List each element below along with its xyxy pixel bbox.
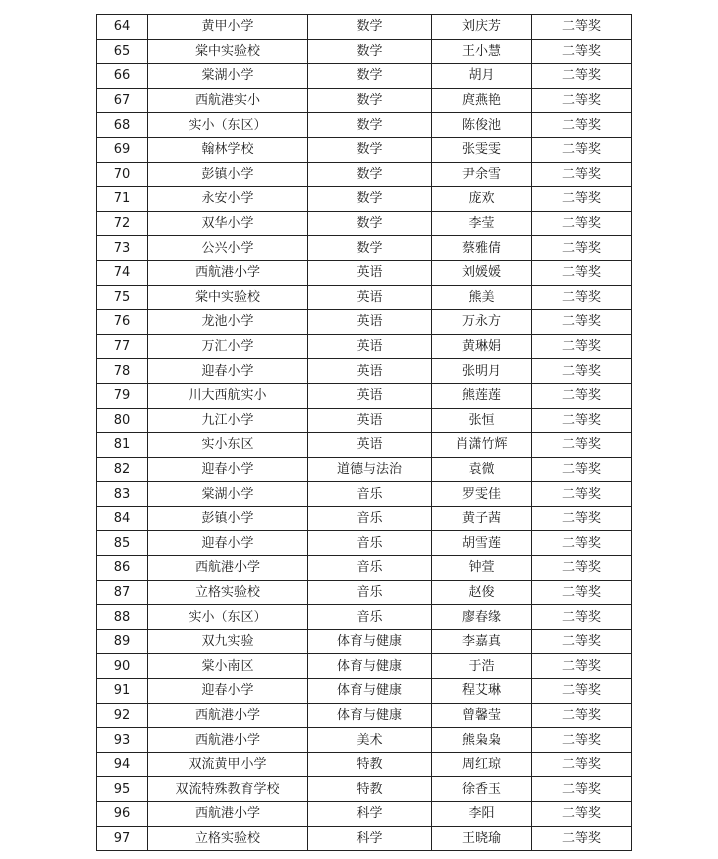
award-level-cell: 二等奖 [532, 137, 632, 162]
teacher-name-cell: 张雯雯 [432, 137, 532, 162]
school-name-cell: 迎春小学 [148, 359, 308, 384]
subject-cell: 音乐 [308, 531, 432, 556]
subject-cell: 特教 [308, 752, 432, 777]
table-row [97, 211, 632, 236]
award-level-cell: 二等奖 [532, 777, 632, 802]
school-name-cell: 双流特殊教育学校 [148, 777, 308, 802]
table-row [97, 506, 632, 531]
teacher-name-cell: 尹余雪 [432, 162, 532, 187]
subject-cell: 数学 [308, 162, 432, 187]
subject-cell: 美术 [308, 728, 432, 753]
school-name-cell: 西航港小学 [148, 802, 308, 827]
teacher-name-cell: 李莹 [432, 211, 532, 236]
award-level-cell: 二等奖 [532, 457, 632, 482]
school-name-cell: 实小（东区） [148, 113, 308, 138]
teacher-name-cell: 李阳 [432, 802, 532, 827]
teacher-name-cell: 袁微 [432, 457, 532, 482]
teacher-name-cell: 罗雯佳 [432, 482, 532, 507]
teacher-name-cell: 刘庆芳 [432, 15, 532, 40]
row-number-cell: 84 [97, 506, 148, 531]
subject-cell: 数学 [308, 187, 432, 212]
teacher-name-cell: 王小慧 [432, 39, 532, 64]
award-level-cell: 二等奖 [532, 334, 632, 359]
table-row [97, 15, 632, 40]
row-number-cell: 64 [97, 15, 148, 40]
award-level-cell: 二等奖 [532, 802, 632, 827]
school-name-cell: 棠中实验校 [148, 285, 308, 310]
award-level-cell: 二等奖 [532, 383, 632, 408]
teacher-name-cell: 胡雪莲 [432, 531, 532, 556]
award-level-cell: 二等奖 [532, 88, 632, 113]
school-name-cell: 西航港小学 [148, 703, 308, 728]
school-name-cell: 彭镇小学 [148, 506, 308, 531]
school-name-cell: 实小（东区） [148, 605, 308, 630]
row-number-cell: 80 [97, 408, 148, 433]
row-number-cell: 90 [97, 654, 148, 679]
row-number-cell: 91 [97, 679, 148, 704]
teacher-name-cell: 黄子茜 [432, 506, 532, 531]
award-level-cell: 二等奖 [532, 679, 632, 704]
teacher-name-cell: 钟萱 [432, 556, 532, 581]
table-row [97, 703, 632, 728]
school-name-cell: 翰林学校 [148, 137, 308, 162]
subject-cell: 音乐 [308, 556, 432, 581]
school-name-cell: 双华小学 [148, 211, 308, 236]
table-row [97, 260, 632, 285]
school-name-cell: 棠小南区 [148, 654, 308, 679]
school-name-cell: 立格实验校 [148, 580, 308, 605]
subject-cell: 英语 [308, 408, 432, 433]
subject-cell: 英语 [308, 334, 432, 359]
table-row [97, 556, 632, 581]
table-row [97, 334, 632, 359]
award-level-cell: 二等奖 [532, 728, 632, 753]
teacher-name-cell: 胡月 [432, 64, 532, 89]
table-row [97, 285, 632, 310]
table-row [97, 482, 632, 507]
row-number-cell: 79 [97, 383, 148, 408]
school-name-cell: 棠中实验校 [148, 39, 308, 64]
school-name-cell: 迎春小学 [148, 531, 308, 556]
teacher-name-cell: 张明月 [432, 359, 532, 384]
award-level-cell: 二等奖 [532, 826, 632, 851]
row-number-cell: 78 [97, 359, 148, 384]
school-name-cell: 西航港实小 [148, 88, 308, 113]
awards-table [96, 14, 632, 851]
award-level-cell: 二等奖 [532, 433, 632, 458]
school-name-cell: 棠湖小学 [148, 482, 308, 507]
teacher-name-cell: 蔡雅倩 [432, 236, 532, 261]
school-name-cell: 川大西航实小 [148, 383, 308, 408]
subject-cell: 英语 [308, 359, 432, 384]
row-number-cell: 94 [97, 752, 148, 777]
subject-cell: 英语 [308, 383, 432, 408]
award-level-cell: 二等奖 [532, 359, 632, 384]
row-number-cell: 71 [97, 187, 148, 212]
subject-cell: 特教 [308, 777, 432, 802]
row-number-cell: 96 [97, 802, 148, 827]
table-row [97, 580, 632, 605]
teacher-name-cell: 熊枭枭 [432, 728, 532, 753]
row-number-cell: 69 [97, 137, 148, 162]
teacher-name-cell: 王晓瑜 [432, 826, 532, 851]
teacher-name-cell: 李嘉真 [432, 629, 532, 654]
table-row [97, 802, 632, 827]
table-row [97, 777, 632, 802]
teacher-name-cell: 陈俊池 [432, 113, 532, 138]
table-row [97, 113, 632, 138]
school-name-cell: 龙池小学 [148, 310, 308, 335]
subject-cell: 体育与健康 [308, 703, 432, 728]
subject-cell: 英语 [308, 285, 432, 310]
school-name-cell: 黄甲小学 [148, 15, 308, 40]
award-level-cell: 二等奖 [532, 15, 632, 40]
row-number-cell: 75 [97, 285, 148, 310]
school-name-cell: 万汇小学 [148, 334, 308, 359]
row-number-cell: 95 [97, 777, 148, 802]
row-number-cell: 66 [97, 64, 148, 89]
school-name-cell: 永安小学 [148, 187, 308, 212]
row-number-cell: 81 [97, 433, 148, 458]
teacher-name-cell: 庹燕艳 [432, 88, 532, 113]
table-row [97, 408, 632, 433]
award-level-cell: 二等奖 [532, 482, 632, 507]
award-level-cell: 二等奖 [532, 531, 632, 556]
subject-cell: 英语 [308, 433, 432, 458]
award-level-cell: 二等奖 [532, 629, 632, 654]
table-row [97, 236, 632, 261]
school-name-cell: 九江小学 [148, 408, 308, 433]
award-level-cell: 二等奖 [532, 703, 632, 728]
row-number-cell: 77 [97, 334, 148, 359]
table-row [97, 826, 632, 851]
table-row [97, 187, 632, 212]
table-row [97, 629, 632, 654]
table-row [97, 728, 632, 753]
teacher-name-cell: 徐香玉 [432, 777, 532, 802]
row-number-cell: 70 [97, 162, 148, 187]
teacher-name-cell: 张恒 [432, 408, 532, 433]
subject-cell: 英语 [308, 260, 432, 285]
school-name-cell: 西航港小学 [148, 556, 308, 581]
teacher-name-cell: 熊美 [432, 285, 532, 310]
teacher-name-cell: 万永方 [432, 310, 532, 335]
row-number-cell: 97 [97, 826, 148, 851]
teacher-name-cell: 黄琳娟 [432, 334, 532, 359]
row-number-cell: 76 [97, 310, 148, 335]
subject-cell: 科学 [308, 802, 432, 827]
teacher-name-cell: 于浩 [432, 654, 532, 679]
teacher-name-cell: 熊莲莲 [432, 383, 532, 408]
subject-cell: 数学 [308, 236, 432, 261]
award-level-cell: 二等奖 [532, 64, 632, 89]
row-number-cell: 87 [97, 580, 148, 605]
school-name-cell: 实小东区 [148, 433, 308, 458]
school-name-cell: 双九实验 [148, 629, 308, 654]
award-level-cell: 二等奖 [532, 654, 632, 679]
row-number-cell: 65 [97, 39, 148, 64]
table-row [97, 679, 632, 704]
school-name-cell: 迎春小学 [148, 679, 308, 704]
teacher-name-cell: 赵俊 [432, 580, 532, 605]
school-name-cell: 西航港小学 [148, 260, 308, 285]
table-row [97, 383, 632, 408]
award-level-cell: 二等奖 [532, 580, 632, 605]
award-level-cell: 二等奖 [532, 39, 632, 64]
table-row [97, 88, 632, 113]
subject-cell: 音乐 [308, 580, 432, 605]
row-number-cell: 68 [97, 113, 148, 138]
row-number-cell: 83 [97, 482, 148, 507]
row-number-cell: 93 [97, 728, 148, 753]
school-name-cell: 棠湖小学 [148, 64, 308, 89]
award-level-cell: 二等奖 [532, 310, 632, 335]
subject-cell: 数学 [308, 137, 432, 162]
row-number-cell: 89 [97, 629, 148, 654]
row-number-cell: 73 [97, 236, 148, 261]
award-level-cell: 二等奖 [532, 556, 632, 581]
subject-cell: 体育与健康 [308, 654, 432, 679]
teacher-name-cell: 庞欢 [432, 187, 532, 212]
school-name-cell: 立格实验校 [148, 826, 308, 851]
subject-cell: 音乐 [308, 506, 432, 531]
subject-cell: 科学 [308, 826, 432, 851]
school-name-cell: 公兴小学 [148, 236, 308, 261]
teacher-name-cell: 肖潇竹辉 [432, 433, 532, 458]
subject-cell: 音乐 [308, 605, 432, 630]
row-number-cell: 82 [97, 457, 148, 482]
subject-cell: 音乐 [308, 482, 432, 507]
table-row [97, 605, 632, 630]
teacher-name-cell: 廖春缘 [432, 605, 532, 630]
award-level-cell: 二等奖 [532, 113, 632, 138]
award-level-cell: 二等奖 [532, 506, 632, 531]
table-row [97, 137, 632, 162]
subject-cell: 数学 [308, 15, 432, 40]
award-level-cell: 二等奖 [532, 752, 632, 777]
subject-cell: 数学 [308, 88, 432, 113]
teacher-name-cell: 程艾琳 [432, 679, 532, 704]
row-number-cell: 72 [97, 211, 148, 236]
award-level-cell: 二等奖 [532, 260, 632, 285]
awards-table-body [97, 15, 632, 851]
table-row [97, 531, 632, 556]
award-level-cell: 二等奖 [532, 605, 632, 630]
school-name-cell: 彭镇小学 [148, 162, 308, 187]
school-name-cell: 双流黄甲小学 [148, 752, 308, 777]
table-row [97, 39, 632, 64]
subject-cell: 数学 [308, 113, 432, 138]
table-row [97, 457, 632, 482]
row-number-cell: 85 [97, 531, 148, 556]
teacher-name-cell: 刘媛媛 [432, 260, 532, 285]
table-row [97, 654, 632, 679]
teacher-name-cell: 曾馨莹 [432, 703, 532, 728]
subject-cell: 英语 [308, 310, 432, 335]
award-level-cell: 二等奖 [532, 285, 632, 310]
table-row [97, 162, 632, 187]
award-level-cell: 二等奖 [532, 236, 632, 261]
row-number-cell: 92 [97, 703, 148, 728]
award-level-cell: 二等奖 [532, 187, 632, 212]
table-row [97, 64, 632, 89]
subject-cell: 体育与健康 [308, 629, 432, 654]
row-number-cell: 67 [97, 88, 148, 113]
table-row [97, 433, 632, 458]
table-row [97, 359, 632, 384]
school-name-cell: 西航港小学 [148, 728, 308, 753]
award-level-cell: 二等奖 [532, 162, 632, 187]
subject-cell: 数学 [308, 64, 432, 89]
table-row [97, 752, 632, 777]
subject-cell: 数学 [308, 211, 432, 236]
row-number-cell: 74 [97, 260, 148, 285]
table-row [97, 310, 632, 335]
award-level-cell: 二等奖 [532, 211, 632, 236]
subject-cell: 道德与法治 [308, 457, 432, 482]
award-level-cell: 二等奖 [532, 408, 632, 433]
subject-cell: 体育与健康 [308, 679, 432, 704]
teacher-name-cell: 周红琼 [432, 752, 532, 777]
row-number-cell: 88 [97, 605, 148, 630]
subject-cell: 数学 [308, 39, 432, 64]
row-number-cell: 86 [97, 556, 148, 581]
school-name-cell: 迎春小学 [148, 457, 308, 482]
